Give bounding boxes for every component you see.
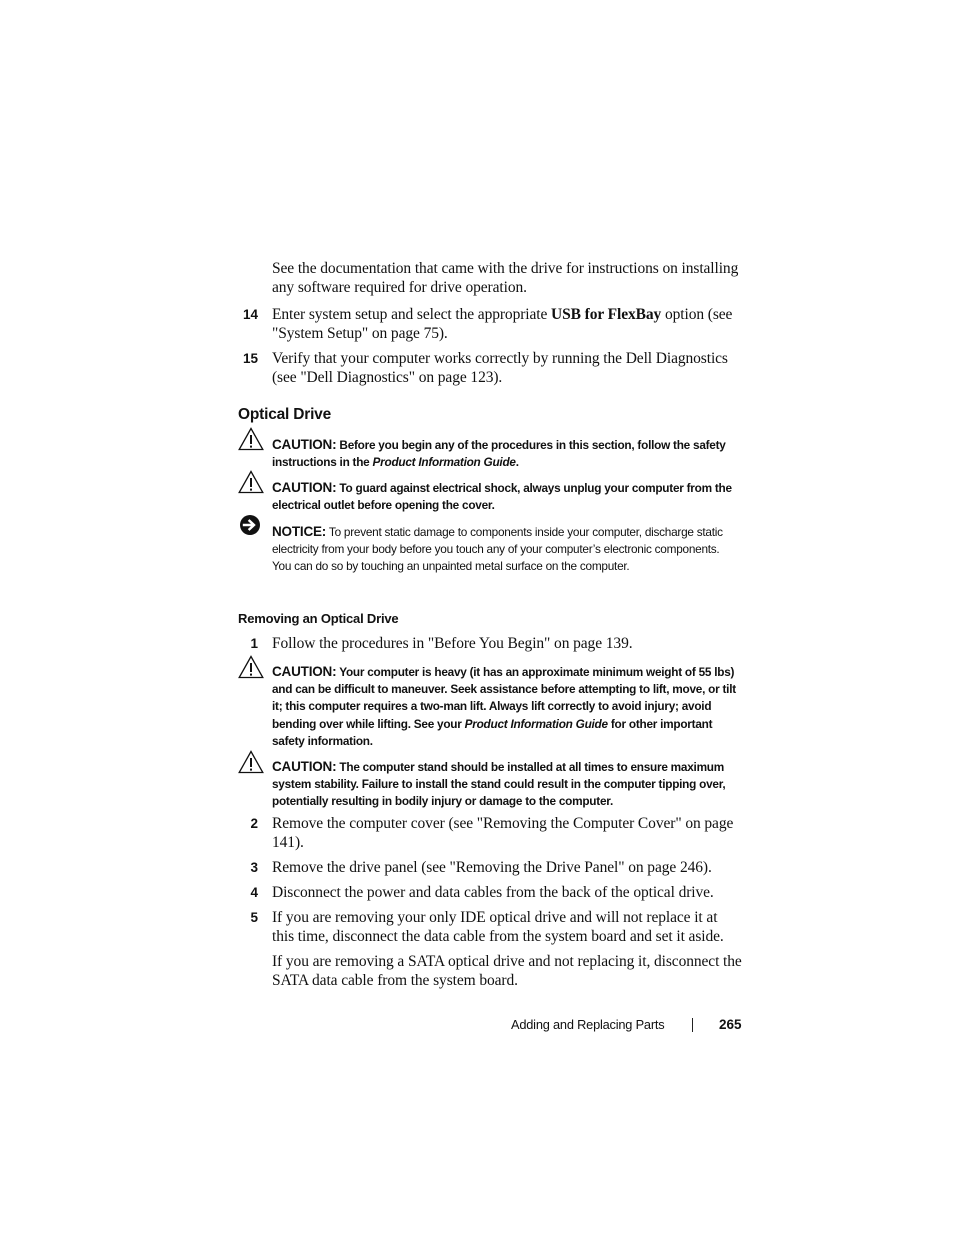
step-number-3: 3 [250, 860, 258, 875]
page-number: 265 [719, 1017, 742, 1032]
step-1-text: Follow the procedures in "Before You Begin" on page 139. [272, 635, 633, 652]
step-number-4: 4 [250, 885, 258, 900]
step-14-text [272, 305, 742, 343]
step-number-2: 2 [250, 816, 258, 831]
step-2-text: Remove the computer cover (see "Removing the Computer Cover" on page 141). [272, 815, 734, 851]
step-4-text: Disconnect the power and data cables from the back of the optical drive. [272, 884, 714, 901]
section-title: Optical Drive [238, 406, 332, 423]
step-3-text: Remove the drive panel (see "Removing the Drive Panel" on page 246). [272, 859, 712, 876]
caution-1 [272, 436, 738, 471]
caution-2-text: To guard against electrical shock, always unplug your computer from the electrical outlet before opening the cover. [272, 481, 732, 513]
warning-triangle-icon [238, 655, 264, 679]
caution-1-text: Before you begin any of the procedures in this section, follow the safety instructions in the [272, 438, 726, 470]
caution-3-end: for other important safety information. [272, 716, 713, 748]
footer-separator [692, 1018, 693, 1032]
product-info-guide-ref: Product Information Guide [372, 455, 516, 470]
warning-triangle-icon [238, 750, 264, 774]
caution-1-end: . [515, 455, 519, 470]
caution-label: CAUTION: [272, 664, 337, 679]
step-5-text: If you are removing your only IDE optical drive and will not replace it at this time, disconnect the data cable from the system board and set it aside. [272, 909, 724, 945]
step-number-1: 1 [250, 636, 258, 651]
step-number-15: 15 [242, 351, 258, 366]
caution-label: CAUTION: [272, 480, 337, 495]
caution-label: CAUTION: [272, 437, 337, 452]
notice-1-text: To prevent static damage to components inside your computer, discharge static electricity from your body before you touch any of your computer’s electronic components. You can do so by touching an unpainted metal surface on the computer. [272, 525, 723, 574]
step-5-continuation: If you are removing a SATA optical drive and not replacing it, disconnect the SATA data cable from the system board. [272, 953, 742, 989]
warning-triangle-icon [238, 427, 264, 451]
caution-4 [272, 758, 738, 811]
notice-1 [272, 523, 738, 576]
step-number-5: 5 [250, 910, 258, 925]
notice-circle-icon [238, 514, 264, 538]
intro-paragraph: See the documentation that came with the drive for instructions on installing any software required for drive operation. [272, 260, 739, 296]
usb-flexbay-option: USB for FlexBay [551, 306, 662, 323]
caution-4-text: The computer stand should be installed at all times to ensure maximum system stability. Failure to install the stand could result in the computer tipping over, potentially resulting in bodily injury or damage to the computer. [272, 760, 726, 809]
footer-chapter-title: Adding and Replacing Parts [511, 1017, 665, 1032]
step-14-pre: Enter system setup and select the appropriate [272, 306, 552, 323]
caution-2 [272, 479, 738, 514]
step-number-14: 14 [242, 307, 258, 322]
caution-label: CAUTION: [272, 759, 337, 774]
step-14-post: option (see "System Setup" on page 75). [272, 306, 733, 342]
subsection-title: Removing an Optical Drive [238, 611, 399, 626]
notice-label: NOTICE: [272, 524, 327, 539]
caution-3 [272, 663, 738, 750]
step-15-text: Verify that your computer works correctly by running the Dell Diagnostics (see "Dell Diagnostics" on page 123). [272, 350, 728, 386]
caution-3-text: Your computer is heavy (it has an approximate minimum weight of 55 lbs) and can be difficult to maneuver. Seek assistance before attempting to lift, move, or tilt it; this computer requires a two-man lift. Always lift correctly to avoid injury; avoid bending over while lifting. See your [272, 665, 736, 731]
product-info-guide-ref: Product Information Guide [464, 716, 608, 731]
warning-triangle-icon [238, 470, 264, 494]
